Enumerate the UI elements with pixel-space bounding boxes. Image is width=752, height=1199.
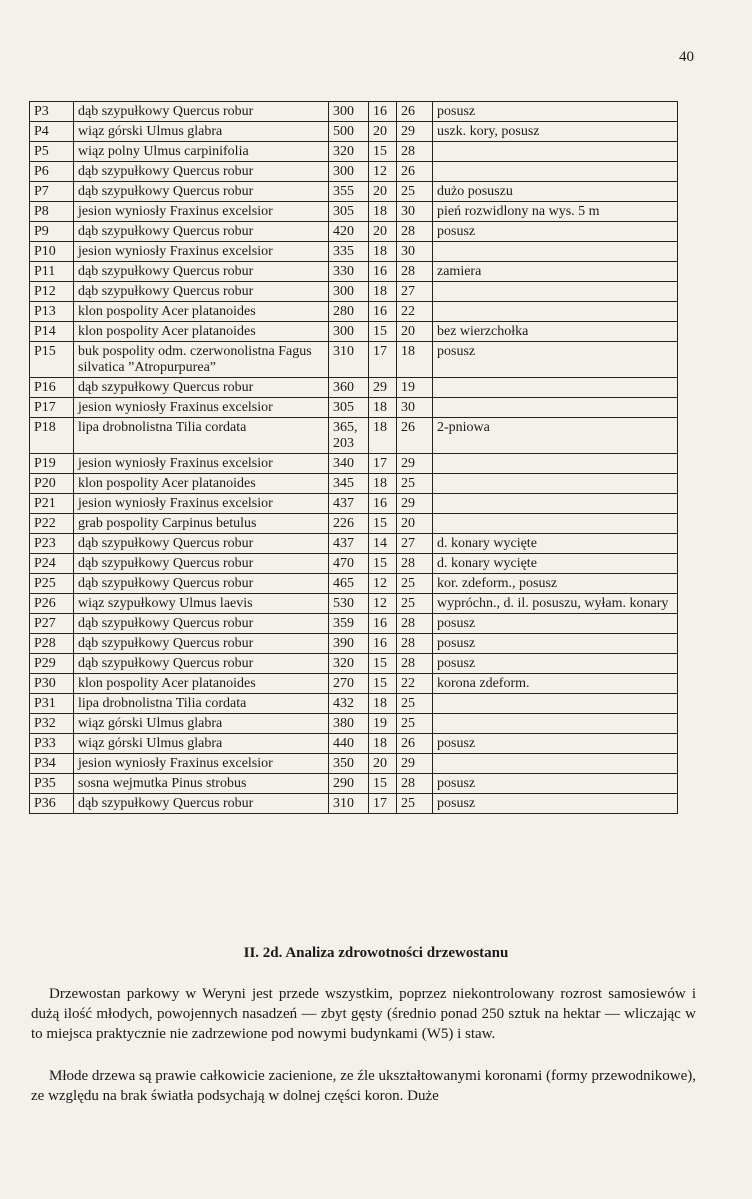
height-cell: 18 xyxy=(369,474,397,494)
height-cell: 12 xyxy=(369,594,397,614)
height-cell: 16 xyxy=(369,614,397,634)
species-cell: dąb szypułkowy Quercus robur xyxy=(74,794,329,814)
tree-id-cell: P17 xyxy=(30,398,74,418)
crown-cell: 22 xyxy=(397,674,433,694)
crown-cell: 30 xyxy=(397,202,433,222)
remarks-cell: wypróchn., d. il. posuszu, wyłam. konary xyxy=(433,594,678,614)
crown-cell: 25 xyxy=(397,574,433,594)
species-cell: dąb szypułkowy Quercus robur xyxy=(74,378,329,398)
height-cell: 18 xyxy=(369,282,397,302)
tree-id-cell: P6 xyxy=(30,162,74,182)
crown-cell: 28 xyxy=(397,142,433,162)
species-cell: dąb szypułkowy Quercus robur xyxy=(74,534,329,554)
species-cell: jesion wyniosły Fraxinus excelsior xyxy=(74,454,329,474)
circumference-cell: 300 xyxy=(329,282,369,302)
crown-cell: 25 xyxy=(397,594,433,614)
table-row xyxy=(30,774,678,794)
table-row xyxy=(30,594,678,614)
height-cell: 18 xyxy=(369,398,397,418)
remarks-cell: posusz xyxy=(433,654,678,674)
circumference-cell: 345 xyxy=(329,474,369,494)
page-number: 40 xyxy=(679,49,694,65)
circumference-cell: 530 xyxy=(329,594,369,614)
table-row xyxy=(30,754,678,774)
table-row xyxy=(30,302,678,322)
tree-id-cell: P25 xyxy=(30,574,74,594)
height-cell: 20 xyxy=(369,122,397,142)
remarks-cell: pień rozwidlony na wys. 5 m xyxy=(433,202,678,222)
remarks-cell xyxy=(433,494,678,514)
height-cell: 20 xyxy=(369,182,397,202)
table-row xyxy=(30,322,678,342)
circumference-cell: 320 xyxy=(329,142,369,162)
tree-id-cell: P13 xyxy=(30,302,74,322)
tree-id-cell: P22 xyxy=(30,514,74,534)
species-cell: wiąz górski Ulmus glabra xyxy=(74,734,329,754)
height-cell: 20 xyxy=(369,754,397,774)
table-row xyxy=(30,222,678,242)
species-cell: dąb szypułkowy Quercus robur xyxy=(74,554,329,574)
height-cell: 16 xyxy=(369,494,397,514)
circumference-cell: 270 xyxy=(329,674,369,694)
species-cell: sosna wejmutka Pinus strobus xyxy=(74,774,329,794)
tree-id-cell: P5 xyxy=(30,142,74,162)
crown-cell: 25 xyxy=(397,714,433,734)
tree-id-cell: P4 xyxy=(30,122,74,142)
circumference-cell: 300 xyxy=(329,322,369,342)
table-row xyxy=(30,474,678,494)
crown-cell: 28 xyxy=(397,222,433,242)
table-row xyxy=(30,674,678,694)
crown-cell: 28 xyxy=(397,262,433,282)
table-row xyxy=(30,378,678,398)
remarks-cell: posusz xyxy=(433,634,678,654)
circumference-cell: 340 xyxy=(329,454,369,474)
species-cell: lipa drobnolistna Tilia cordata xyxy=(74,694,329,714)
species-cell: dąb szypułkowy Quercus robur xyxy=(74,182,329,202)
height-cell: 15 xyxy=(369,774,397,794)
species-cell: dąb szypułkowy Quercus robur xyxy=(74,634,329,654)
species-cell: wiąz polny Ulmus carpinifolia xyxy=(74,142,329,162)
height-cell: 18 xyxy=(369,242,397,262)
circumference-cell: 437 xyxy=(329,494,369,514)
circumference-cell: 280 xyxy=(329,302,369,322)
height-cell: 17 xyxy=(369,794,397,814)
table-row xyxy=(30,514,678,534)
tree-id-cell: P18 xyxy=(30,418,74,454)
height-cell: 17 xyxy=(369,454,397,474)
tree-id-cell: P15 xyxy=(30,342,74,378)
tree-id-cell: P23 xyxy=(30,534,74,554)
table-row xyxy=(30,714,678,734)
crown-cell: 25 xyxy=(397,182,433,202)
remarks-cell: posusz xyxy=(433,222,678,242)
table-row xyxy=(30,122,678,142)
height-cell: 15 xyxy=(369,322,397,342)
remarks-cell xyxy=(433,142,678,162)
crown-cell: 19 xyxy=(397,378,433,398)
body-paragraph-2: Młode drzewa są prawie całkowicie zacienione, ze źle ukształtowanymi koronami (formy przewodnikowe), ze względu na brak światła podsychają w dolnej części koron. Duże xyxy=(31,1068,696,1104)
tree-id-cell: P33 xyxy=(30,734,74,754)
species-cell: buk pospolity odm. czerwonolistna Fagus silvatica ”Atropurpurea” xyxy=(74,342,329,378)
tree-id-cell: P9 xyxy=(30,222,74,242)
species-cell: wiąz górski Ulmus glabra xyxy=(74,714,329,734)
table-row xyxy=(30,202,678,222)
table-row xyxy=(30,182,678,202)
table-row xyxy=(30,262,678,282)
species-cell: klon pospolity Acer platanoides xyxy=(74,302,329,322)
remarks-cell xyxy=(433,474,678,494)
height-cell: 29 xyxy=(369,378,397,398)
remarks-cell xyxy=(433,398,678,418)
table-row xyxy=(30,574,678,594)
table-row xyxy=(30,554,678,574)
circumference-cell: 465 xyxy=(329,574,369,594)
crown-cell: 20 xyxy=(397,514,433,534)
crown-cell: 25 xyxy=(397,474,433,494)
species-cell: wiąz górski Ulmus glabra xyxy=(74,122,329,142)
remarks-cell: posusz xyxy=(433,774,678,794)
remarks-cell xyxy=(433,454,678,474)
tree-inventory-table xyxy=(29,101,678,814)
circumference-cell: 470 xyxy=(329,554,369,574)
remarks-cell xyxy=(433,242,678,262)
circumference-cell: 335 xyxy=(329,242,369,262)
circumference-cell: 437 xyxy=(329,534,369,554)
circumference-cell: 310 xyxy=(329,794,369,814)
species-cell: dąb szypułkowy Quercus robur xyxy=(74,222,329,242)
table-row xyxy=(30,142,678,162)
remarks-cell xyxy=(433,694,678,714)
remarks-cell: d. konary wycięte xyxy=(433,554,678,574)
species-cell: grab pospolity Carpinus betulus xyxy=(74,514,329,534)
species-cell: dąb szypułkowy Quercus robur xyxy=(74,102,329,122)
remarks-cell: dużo posuszu xyxy=(433,182,678,202)
remarks-cell xyxy=(433,754,678,774)
crown-cell: 29 xyxy=(397,494,433,514)
remarks-cell: 2-pniowa xyxy=(433,418,678,454)
tree-id-cell: P30 xyxy=(30,674,74,694)
crown-cell: 29 xyxy=(397,454,433,474)
species-cell: dąb szypułkowy Quercus robur xyxy=(74,614,329,634)
crown-cell: 28 xyxy=(397,614,433,634)
tree-id-cell: P31 xyxy=(30,694,74,714)
tree-id-cell: P19 xyxy=(30,454,74,474)
height-cell: 15 xyxy=(369,142,397,162)
tree-table-body xyxy=(30,102,678,814)
circumference-cell: 305 xyxy=(329,398,369,418)
circumference-cell: 310 xyxy=(329,342,369,378)
tree-id-cell: P29 xyxy=(30,654,74,674)
tree-id-cell: P24 xyxy=(30,554,74,574)
species-cell: dąb szypułkowy Quercus robur xyxy=(74,282,329,302)
circumference-cell: 432 xyxy=(329,694,369,714)
crown-cell: 25 xyxy=(397,794,433,814)
remarks-cell: d. konary wycięte xyxy=(433,534,678,554)
height-cell: 12 xyxy=(369,162,397,182)
crown-cell: 30 xyxy=(397,242,433,262)
tree-id-cell: P27 xyxy=(30,614,74,634)
height-cell: 19 xyxy=(369,714,397,734)
height-cell: 18 xyxy=(369,418,397,454)
height-cell: 15 xyxy=(369,674,397,694)
crown-cell: 26 xyxy=(397,162,433,182)
circumference-cell: 320 xyxy=(329,654,369,674)
circumference-cell: 359 xyxy=(329,614,369,634)
crown-cell: 26 xyxy=(397,102,433,122)
table-row xyxy=(30,654,678,674)
remarks-cell: posusz xyxy=(433,102,678,122)
table-row xyxy=(30,694,678,714)
circumference-cell: 350 xyxy=(329,754,369,774)
crown-cell: 28 xyxy=(397,634,433,654)
tree-id-cell: P11 xyxy=(30,262,74,282)
remarks-cell: uszk. kory, posusz xyxy=(433,122,678,142)
height-cell: 18 xyxy=(369,694,397,714)
tree-id-cell: P10 xyxy=(30,242,74,262)
tree-id-cell: P28 xyxy=(30,634,74,654)
tree-id-cell: P35 xyxy=(30,774,74,794)
species-cell: klon pospolity Acer platanoides xyxy=(74,474,329,494)
height-cell: 18 xyxy=(369,734,397,754)
species-cell: dąb szypułkowy Quercus robur xyxy=(74,262,329,282)
species-cell: lipa drobnolistna Tilia cordata xyxy=(74,418,329,454)
circumference-cell: 290 xyxy=(329,774,369,794)
table-row xyxy=(30,614,678,634)
species-cell: klon pospolity Acer platanoides xyxy=(74,674,329,694)
remarks-cell: posusz xyxy=(433,614,678,634)
remarks-cell: posusz xyxy=(433,342,678,378)
species-cell: wiąz szypułkowy Ulmus laevis xyxy=(74,594,329,614)
tree-id-cell: P32 xyxy=(30,714,74,734)
remarks-cell xyxy=(433,378,678,398)
circumference-cell: 380 xyxy=(329,714,369,734)
height-cell: 14 xyxy=(369,534,397,554)
tree-id-cell: P16 xyxy=(30,378,74,398)
table-row xyxy=(30,418,678,454)
table-row xyxy=(30,162,678,182)
tree-id-cell: P12 xyxy=(30,282,74,302)
circumference-cell: 440 xyxy=(329,734,369,754)
height-cell: 15 xyxy=(369,654,397,674)
circumference-cell: 365, 203 xyxy=(329,418,369,454)
height-cell: 17 xyxy=(369,342,397,378)
table-row xyxy=(30,242,678,262)
crown-cell: 28 xyxy=(397,554,433,574)
remarks-cell xyxy=(433,514,678,534)
species-cell: jesion wyniosły Fraxinus excelsior xyxy=(74,242,329,262)
species-cell: klon pospolity Acer platanoides xyxy=(74,322,329,342)
circumference-cell: 300 xyxy=(329,102,369,122)
height-cell: 16 xyxy=(369,634,397,654)
species-cell: jesion wyniosły Fraxinus excelsior xyxy=(74,398,329,418)
circumference-cell: 420 xyxy=(329,222,369,242)
crown-cell: 28 xyxy=(397,774,433,794)
table-row xyxy=(30,102,678,122)
table-row xyxy=(30,634,678,654)
remarks-cell xyxy=(433,282,678,302)
table-row xyxy=(30,734,678,754)
species-cell: dąb szypułkowy Quercus robur xyxy=(74,162,329,182)
tree-id-cell: P8 xyxy=(30,202,74,222)
remarks-cell: korona zdeform. xyxy=(433,674,678,694)
remarks-cell: posusz xyxy=(433,794,678,814)
tree-id-cell: P21 xyxy=(30,494,74,514)
crown-cell: 27 xyxy=(397,282,433,302)
table-row xyxy=(30,342,678,378)
crown-cell: 30 xyxy=(397,398,433,418)
remarks-cell xyxy=(433,714,678,734)
crown-cell: 26 xyxy=(397,734,433,754)
tree-id-cell: P36 xyxy=(30,794,74,814)
table-row xyxy=(30,454,678,474)
species-cell: jesion wyniosły Fraxinus excelsior xyxy=(74,494,329,514)
height-cell: 16 xyxy=(369,102,397,122)
tree-id-cell: P3 xyxy=(30,102,74,122)
remarks-cell: posusz xyxy=(433,734,678,754)
tree-id-cell: P20 xyxy=(30,474,74,494)
circumference-cell: 330 xyxy=(329,262,369,282)
circumference-cell: 360 xyxy=(329,378,369,398)
tree-id-cell: P7 xyxy=(30,182,74,202)
remarks-cell: kor. zdeform., posusz xyxy=(433,574,678,594)
tree-id-cell: P14 xyxy=(30,322,74,342)
species-cell: dąb szypułkowy Quercus robur xyxy=(74,574,329,594)
height-cell: 18 xyxy=(369,202,397,222)
crown-cell: 25 xyxy=(397,694,433,714)
crown-cell: 29 xyxy=(397,122,433,142)
body-paragraph-1: Drzewostan parkowy w Weryni jest przede wszystkim, poprzez niekontrolowany rozrost samosiewów i dużą ilość młodych, powojennych nasadzeń — zbyt gęsty (średnio ponad 250 sztuk na hektar — wliczając w to miejsca praktycznie nie zadrzewione pod nowymi budynkami (W5) i staw. xyxy=(31,986,696,1042)
crown-cell: 28 xyxy=(397,654,433,674)
circumference-cell: 500 xyxy=(329,122,369,142)
circumference-cell: 226 xyxy=(329,514,369,534)
remarks-cell: bez wierzchołka xyxy=(433,322,678,342)
crown-cell: 26 xyxy=(397,418,433,454)
remarks-cell: zamiera xyxy=(433,262,678,282)
crown-cell: 29 xyxy=(397,754,433,774)
species-cell: jesion wyniosły Fraxinus excelsior xyxy=(74,202,329,222)
crown-cell: 20 xyxy=(397,322,433,342)
section-heading: II. 2d. Analiza zdrowotności drzewostanu xyxy=(243,945,509,961)
crown-cell: 22 xyxy=(397,302,433,322)
crown-cell: 27 xyxy=(397,534,433,554)
species-cell: jesion wyniosły Fraxinus excelsior xyxy=(74,754,329,774)
species-cell: dąb szypułkowy Quercus robur xyxy=(74,654,329,674)
tree-id-cell: P34 xyxy=(30,754,74,774)
height-cell: 20 xyxy=(369,222,397,242)
height-cell: 16 xyxy=(369,302,397,322)
table-row xyxy=(30,282,678,302)
table-row xyxy=(30,534,678,554)
table-row xyxy=(30,794,678,814)
table-row xyxy=(30,398,678,418)
height-cell: 15 xyxy=(369,514,397,534)
table-row xyxy=(30,494,678,514)
circumference-cell: 355 xyxy=(329,182,369,202)
tree-id-cell: P26 xyxy=(30,594,74,614)
remarks-cell xyxy=(433,302,678,322)
circumference-cell: 300 xyxy=(329,162,369,182)
height-cell: 15 xyxy=(369,554,397,574)
height-cell: 12 xyxy=(369,574,397,594)
remarks-cell xyxy=(433,162,678,182)
crown-cell: 18 xyxy=(397,342,433,378)
height-cell: 16 xyxy=(369,262,397,282)
circumference-cell: 305 xyxy=(329,202,369,222)
circumference-cell: 390 xyxy=(329,634,369,654)
